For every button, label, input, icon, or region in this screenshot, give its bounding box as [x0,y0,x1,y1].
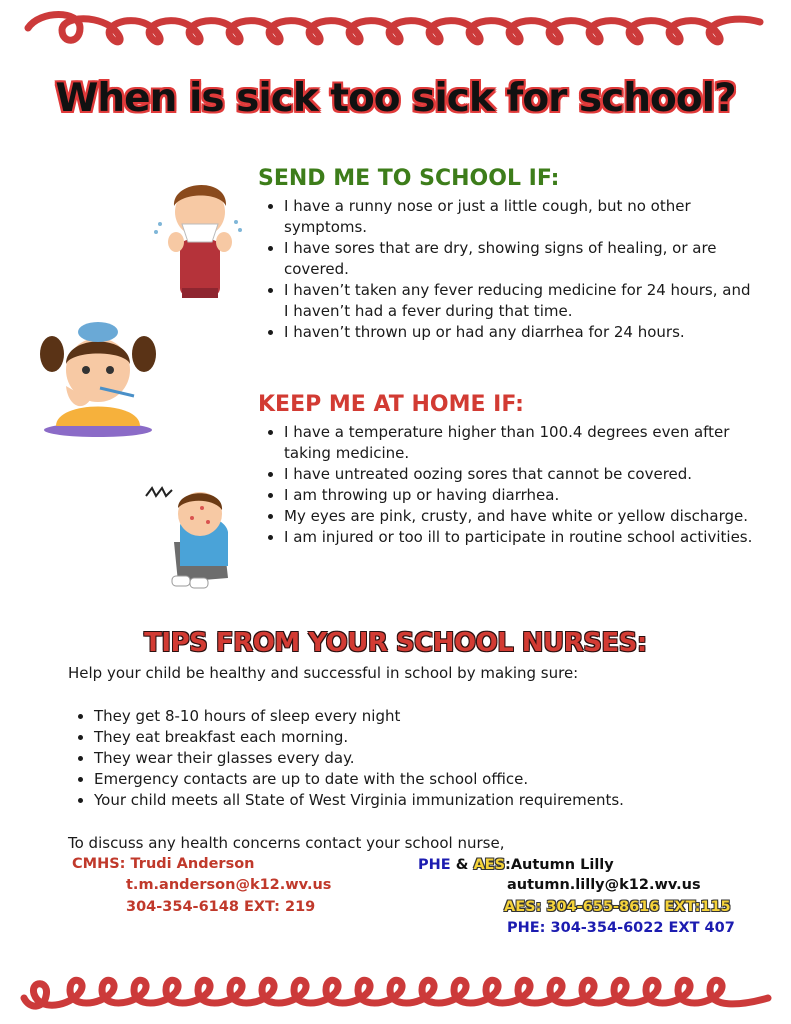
tips-list [68,706,744,811]
feverish-girl-illustration [38,314,158,438]
sick-sitting-boy-illustration [144,482,236,590]
top-squiggle-border [0,0,791,60]
list-item: • I haven’t thrown up or had any diarrhea for 24 hours. [284,322,754,343]
cmhs-nurse-name: CMHS: Trudi Anderson [72,856,255,872]
bottom-squiggle-border [0,960,791,1024]
phe-label: PHE [418,857,451,873]
phe-aes-nurse-email[interactable]: autumn.lilly@k12.wv.us [507,877,701,893]
phe-aes-nurse-name: :Autumn Lilly [505,857,614,873]
keep-at-home-heading: KEEP ME AT HOME IF: [258,392,524,417]
tips-intro: Help your child be healthy and successful in school by making sure: [68,664,579,682]
cmhs-nurse-phone: 304-354-6148 EXT: 219 [126,899,316,915]
sneezing-child-illustration [152,166,242,300]
aes-label: AES [473,857,506,873]
tips-heading: TIPS FROM YOUR SCHOOL NURSES: [144,628,647,658]
phe-phone: PHE: 304-354-6022 EXT 407 [507,920,735,936]
list-item: • I have a temperature higher than 100.4 degrees even after taking medicine. [284,422,754,464]
list-item: • I have a runny nose or just a little cough, but no other symptoms. [284,196,754,238]
phe-aes-nurse-line [418,857,614,873]
list-item: • They wear their glasses every day. [94,748,744,769]
list-item: • They eat breakfast each morning. [94,727,744,748]
list-item: • I am injured or too ill to participate in routine school activities. [284,527,754,548]
contact-intro: To discuss any health concerns contact your school nurse, [68,834,505,852]
send-to-school-heading: SEND ME TO SCHOOL IF: [258,166,560,191]
keep-at-home-list [258,422,754,548]
list-item: • I have sores that are dry, showing signs of healing, or are covered. [284,238,754,280]
send-to-school-list [258,196,754,343]
list-item: • Emergency contacts are up to date with the school office. [94,769,744,790]
list-item: • Your child meets all State of West Virginia immunization requirements. [94,790,744,811]
list-item: • I have untreated oozing sores that cannot be covered. [284,464,754,485]
page-title: When is sick too sick for school? [55,76,736,121]
aes-phone: AES: 304-655-8616 EXT:115 [504,899,731,915]
cmhs-nurse-email[interactable]: t.m.anderson@k12.wv.us [126,877,332,893]
ampersand: & [455,857,469,873]
list-item: • I haven’t taken any fever reducing medicine for 24 hours, and I haven’t had a fever during that time. [284,280,754,322]
list-item: • They get 8-10 hours of sleep every night [94,706,744,727]
list-item: • I am throwing up or having diarrhea. [284,485,754,506]
list-item: • My eyes are pink, crusty, and have white or yellow discharge. [284,506,754,527]
